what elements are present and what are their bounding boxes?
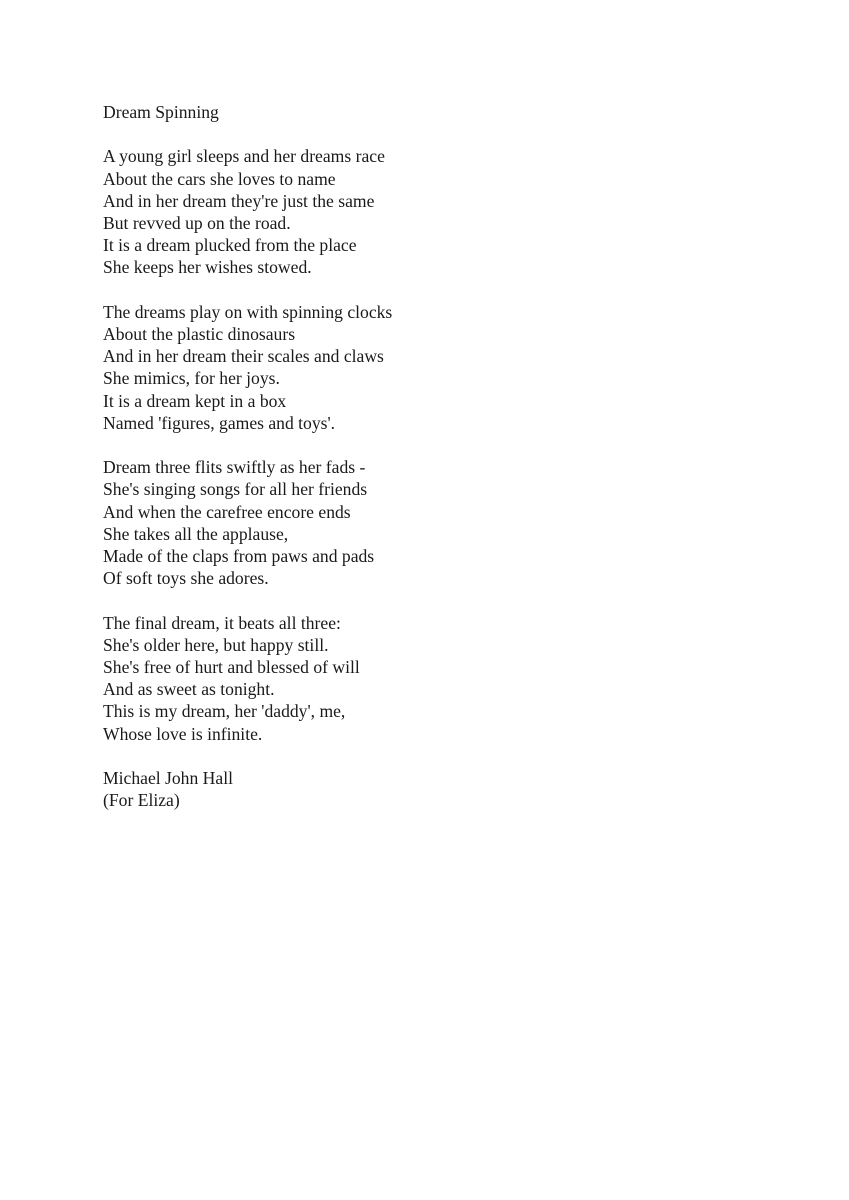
poem-line: And as sweet as tonight. [103,679,275,700]
stanza-1 [103,145,803,278]
stanza-4 [103,612,803,745]
poem-title: Dream Spinning [103,102,219,122]
poem-line: About the plastic dinosaurs [103,324,296,344]
poem-line: But revved up on the road. [103,213,291,233]
stanza-3 [103,456,803,589]
poem-body [103,101,803,811]
author-name: Michael John Hall [103,768,233,789]
poem-line: It is a dream plucked from the place [103,235,357,256]
poem-line: About the cars she loves to name [103,168,336,189]
poem-line: Dream three flits swiftly as her fads - [103,457,366,478]
dedication: (For Eliza) [103,790,180,811]
poem-line: She keeps her wishes stowed. [103,257,312,278]
poem-line: She takes all the applause, [103,523,289,544]
poem-line: The final dream, it beats all three: [103,612,341,633]
poem-line: A young girl sleeps and her dreams race [103,146,385,167]
poem-line: And when the carefree encore ends [103,501,351,522]
poem-line: Named 'figures, games and toys'. [103,412,336,433]
poem-line: The dreams play on with spinning clocks [103,301,393,322]
poem-line: Whose love is infinite. [103,723,263,744]
poem-line: She's free of hurt and blessed of will [103,657,360,678]
poem-line: This is my dream, her 'daddy', me, [103,701,346,722]
poem-line: She's singing songs for all her friends [103,479,368,500]
poem-line: And in her dream their scales and claws [103,346,384,367]
poem-line: She's older here, but happy still. [103,634,329,655]
stanza-2 [103,301,803,434]
poem-line: Made of the claps from paws and pads [103,546,375,567]
signature-block [103,767,803,811]
poem-line: It is a dream kept in a box [103,390,287,411]
poem-line: And in her dream they're just the same [103,190,375,211]
poem-line: She mimics, for her joys. [103,368,280,389]
poem-line: Of soft toys she adores. [103,568,269,589]
